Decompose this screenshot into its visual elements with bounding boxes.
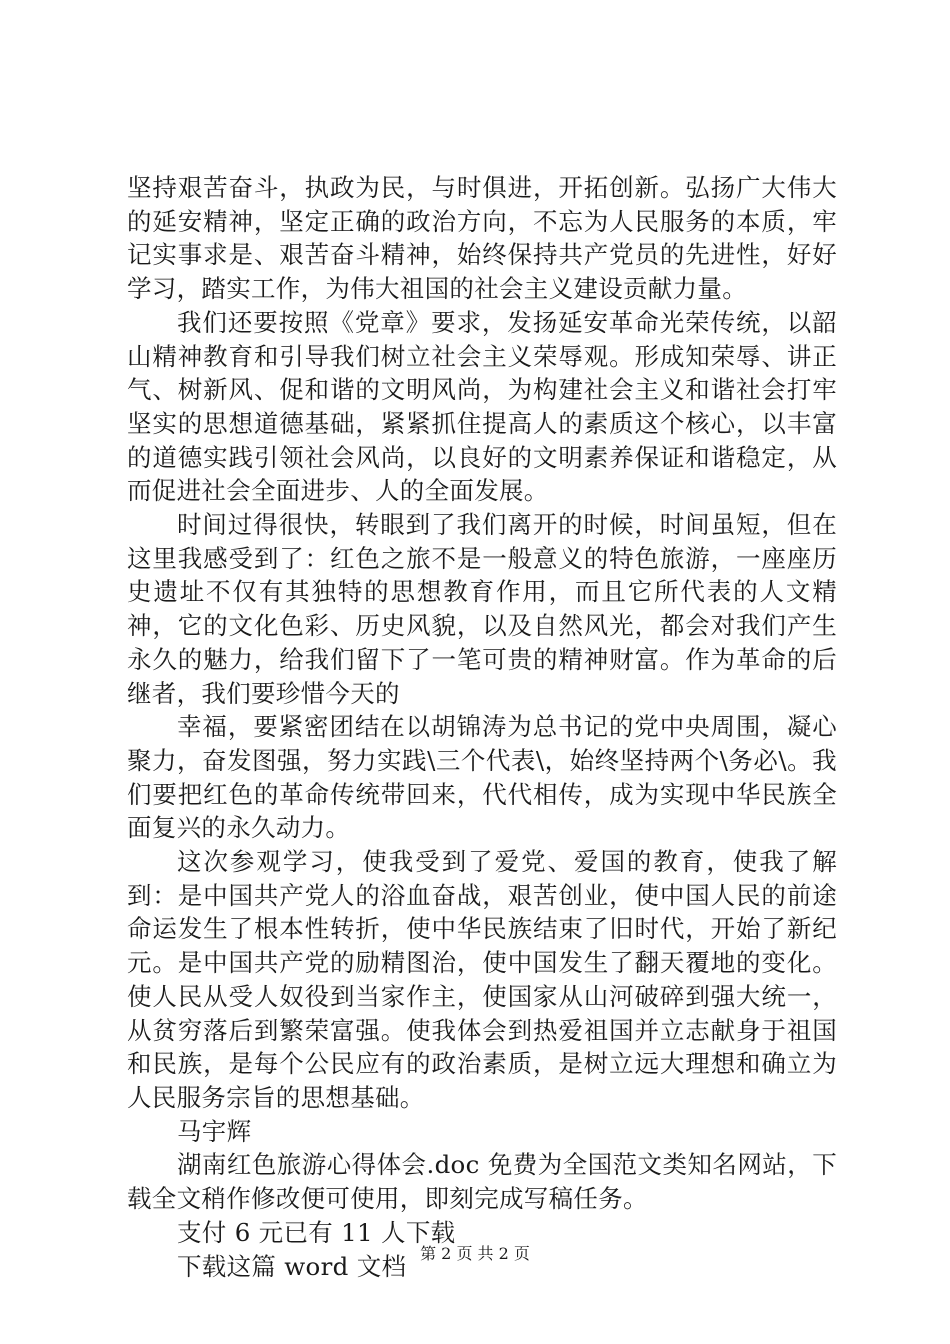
author-name: 马宇辉 (177, 1116, 252, 1146)
download-link[interactable]: 下载这篇 word 文档 (177, 1251, 407, 1281)
paragraph-5: 这次参观学习，使我受到了爱党、爱国的教育，使我了解到：是中国共产党人的浴血奋战，艰苦创业，使中国人民的前途命运发生了根本性转折，使中华民族结束了旧时代，开始了新纪元。是中国共产党的励精图治，使中国发生了翻天覆地的变化。使人民从受人奴役到当家作主，使国家从山河破碎到强大统一，从贫穷落后到繁荣富强。使我体会到热爱祖国并立志献身于祖国和民族，是每个公民应有的政治素质，是树立远大理想和确立为人民服务宗旨的思想基础。 (127, 847, 837, 1112)
paragraph-3: 时间过得很快，转眼到了我们离开的时候，时间虽短，但在这里我感受到了：红色之旅不是一般意义的特色旅游，一座座历史遗址不仅有其独特的思想教育作用，而且它所代表的人文精神，它的文化色彩、历史风貌，以及自然风光，都会对我们产生永久的魅力，给我们留下了一笔可贵的精神财富。作为革命的后继者，我们要珍惜今天的 (127, 510, 837, 708)
payment-info[interactable]: 支付 6 元已有 11 人下载 (177, 1217, 456, 1247)
paragraph-2: 我们还要按照《党章》要求，发扬延安革命光荣传统，以韶山精神教育和引导我们树立社会主义荣辱观。形成知荣辱、讲正气、树新风、促和谐的文明风尚，为构建社会主义和谐社会打牢坚实的思想道德基础，紧紧抓住提高人的素质这个核心，以丰富的道德实践引领社会风尚，以良好的文明素养保证和谐稳定，从而促进社会全面进步、人的全面发展。 (127, 307, 837, 506)
paragraph-4: 幸福，要紧密团结在以胡锦涛为总书记的党中央周围，凝心聚力，奋发图强，努力实践\三个代表\，始终坚持两个\务必\。我们要把红色的革命传统带回来，代代相传，成为实现中华民族全面复兴的永久动力。 (127, 712, 837, 843)
document-body (127, 171, 837, 1283)
page-number-footer: 第 2 页 共 2 页 (420, 1244, 530, 1263)
download-notice: 湖南红色旅游心得体会.doc 免费为全国范文类知名网站，下载全文稍作修改便可使用，即刻完成写稿任务。 (127, 1150, 837, 1214)
paragraph-1: 坚持艰苦奋斗，执政为民，与时俱进，开拓创新。弘扬广大伟大的延安精神，坚定正确的政治方向，不忘为人民服务的本质，牢记实事求是、艰苦奋斗精神，始终保持共产党员的先进性，好好学习，踏实工作，为伟大祖国的社会主义建设贡献力量。 (127, 173, 837, 304)
